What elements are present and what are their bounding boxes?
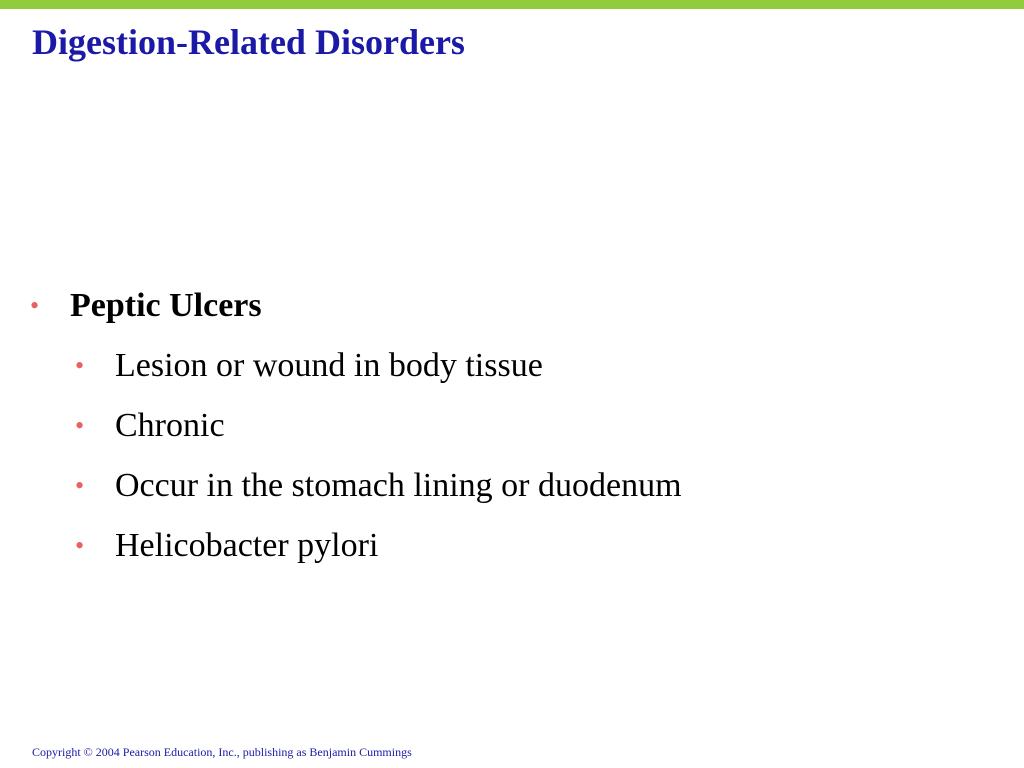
sub-bullet-text: Helicobacter pylori xyxy=(115,527,379,564)
sub-bullet xyxy=(75,522,990,570)
bullet-dot-icon: • xyxy=(75,531,85,560)
top-accent-bar xyxy=(0,0,1024,9)
sub-bullet xyxy=(75,402,990,450)
main-bullet xyxy=(30,282,990,330)
main-bullet-text: Peptic Ulcers xyxy=(70,287,262,324)
sub-bullet-text: Chronic xyxy=(115,407,225,444)
bullet-list xyxy=(30,282,990,582)
bullet-dot-icon: • xyxy=(75,411,85,440)
sub-bullet-text: Lesion or wound in body tissue xyxy=(115,347,543,384)
bullet-dot-icon: • xyxy=(75,471,85,500)
copyright-footer: Copyright © 2004 Pearson Education, Inc., publishing as Benjamin Cummings xyxy=(32,745,412,759)
sub-bullet xyxy=(75,462,990,510)
bullet-dot-icon: • xyxy=(30,291,40,320)
bullet-dot-icon: • xyxy=(75,351,85,380)
sub-bullet-text: Occur in the stomach lining or duodenum xyxy=(115,467,682,504)
sub-bullet xyxy=(75,342,990,390)
slide-title: Digestion-Related Disorders xyxy=(32,22,465,62)
